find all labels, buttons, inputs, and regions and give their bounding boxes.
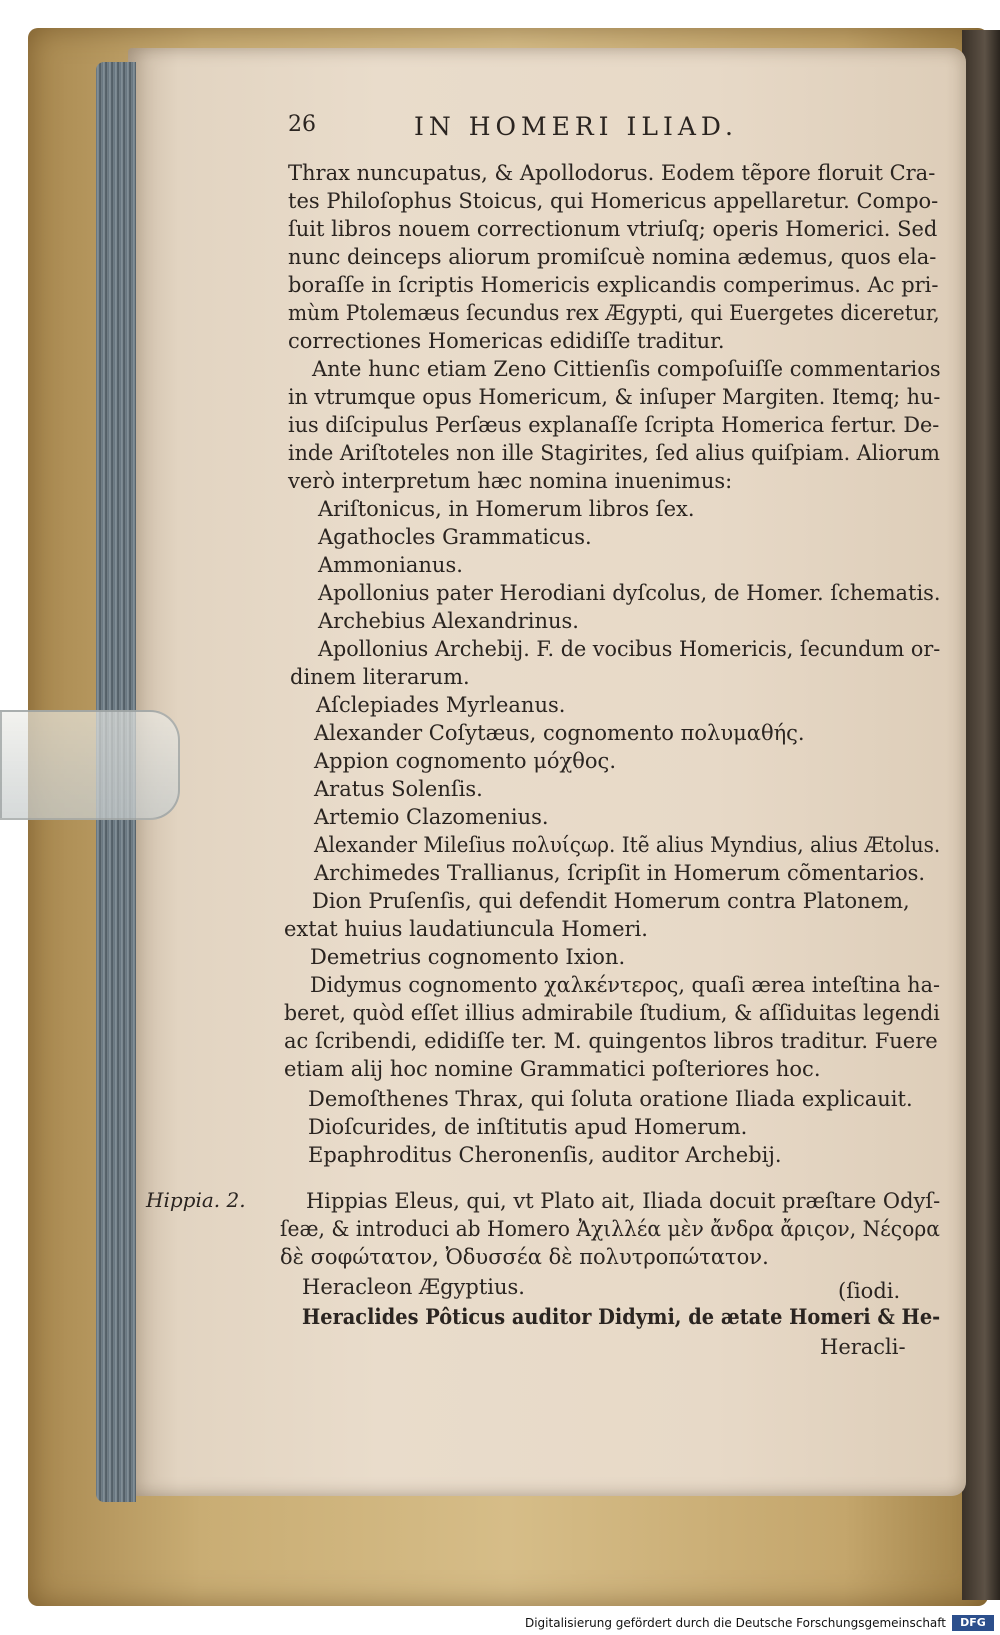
text-line: extat huius laudatiuncula Homeri. (284, 917, 648, 941)
text-line: (ſiodi. (838, 1279, 901, 1303)
catchword: Heracli- (820, 1335, 906, 1359)
list-item: Agathocles Grammaticus. (318, 525, 592, 549)
text-line: in vtrumque opus Homericum, & inſuper Margiten. Itemq; hu- (288, 385, 941, 409)
dfg-logo[interactable]: DFG (952, 1615, 994, 1631)
list-item: Apollonius Archebij. F. de vocibus Homericis, ſecundum or- (318, 637, 941, 661)
list-item: Apollonius pater Herodiani dyſcolus, de Homer. ſchematis. (318, 581, 941, 605)
list-item: Appion cognomento μόχθος. (314, 749, 616, 773)
marginal-note: Hippia. 2. (146, 1188, 246, 1212)
list-item: Dion Pruſenſis, qui defendit Homerum contra Platonem, (312, 889, 910, 913)
list-item: Aratus Solenſis. (314, 777, 483, 801)
list-item: Ammonianus. (318, 553, 463, 577)
text-line: dinem literarum. (290, 665, 470, 689)
list-item: Heracleon Ægyptius. (302, 1275, 525, 1299)
list-item: Alexander Coſytæus, cognomento πολυμαθής. (314, 721, 805, 745)
text-line: Ante hunc etiam Zeno Cittienſis compoſuiſſe commentarios (312, 357, 941, 381)
text-line: nunc deinceps aliorum promiſcuè nomina ædemus, quos ela- (288, 245, 937, 269)
text-line: δὲ σοφώτατον, Ὀδυσσέα δὲ πολυτροπώτατον. (280, 1245, 769, 1269)
list-item: Archebius Alexandrinus. (318, 609, 579, 633)
list-item: Ariſtonicus, in Homerum libros ſex. (318, 497, 695, 521)
list-item: Aſclepiades Myrleanus. (316, 693, 566, 717)
list-item: Didymus cognomento χαλκέντερος, quaſi ærea inteſtina ha- (310, 973, 940, 997)
list-item: Artemio Clazomenius. (314, 805, 549, 829)
text-line: boraſſe in ſcriptis Homericis explicandis comperimus. Ac pri- (288, 273, 939, 297)
list-item: Epaphroditus Cheronenſis, auditor Archebij. (308, 1143, 782, 1167)
text-line: Thrax nuncupatus, & Apollodorus. Eodem tẽpore floruit Cra- (288, 161, 936, 185)
list-item: Demetrius cognomento Ixion. (310, 945, 626, 969)
list-item: Hippias Eleus, qui, vt Plato ait, Iliada docuit præſtare Odyſ- (306, 1189, 941, 1213)
text-line: ac ſcribendi, edidiſſe ter. M. quingentos libros traditur. Fuere (284, 1029, 938, 1053)
list-item: Demoſthenes Thrax, qui ſoluta oratione Iliada explicauit. (308, 1087, 913, 1111)
text-line: ſeæ, & introduci ab Homero Ἀχιλλέα μὲν ἄνδρα ἄριςον, Νέςορα (280, 1217, 940, 1241)
text-line: ius diſcipulus Perſæus explanaſſe ſcripta Homerica fertur. De- (288, 413, 940, 437)
text-line: etiam alij hoc nomine Grammatici poſteriores hoc. (284, 1057, 821, 1081)
list-item: Alexander Mileſius πολυίςωρ. Itẽ alius Myndius, alius Ætolus. (314, 833, 941, 857)
funding-credit: Digitalisierung gefördert durch die Deutsche Forschungsgemeinschaft (524, 1616, 946, 1630)
page-number: 26 (288, 112, 316, 137)
text-line: ſuit libros nouem correctionum vtriuſq; operis Homerici. Sed (288, 217, 938, 241)
running-head: IN HOMERI ILIAD. (414, 112, 738, 141)
list-item: Dioſcurides, de inſtitutis apud Homerum. (308, 1115, 748, 1139)
text-line: correctiones Homericas edidiſſe traditur. (288, 329, 725, 353)
text-line: beret, quòd eſſet illius admirabile ſtudium, & aſſiduitas legendi (284, 1001, 940, 1025)
text-line: inde Ariſtoteles non ille Stagirites, ſed alius quiſpiam. Aliorum (288, 441, 940, 465)
footer-bar (0, 1612, 1000, 1635)
text-line: mùm Ptolemæus ſecundus rex Ægypti, qui Euergetes diceretur, (288, 301, 940, 325)
text-line: verò interpretum hæc nomina inuenimus: (288, 469, 733, 493)
list-item: Archimedes Trallianus, ſcripſit in Homerum cõmentarios. (314, 861, 926, 885)
list-item: Heraclides Pôticus auditor Didymi, de ætate Homeri & He- (302, 1304, 941, 1329)
text-line: tes Philoſophus Stoicus, qui Homericus appellaretur. Compo- (288, 189, 939, 213)
